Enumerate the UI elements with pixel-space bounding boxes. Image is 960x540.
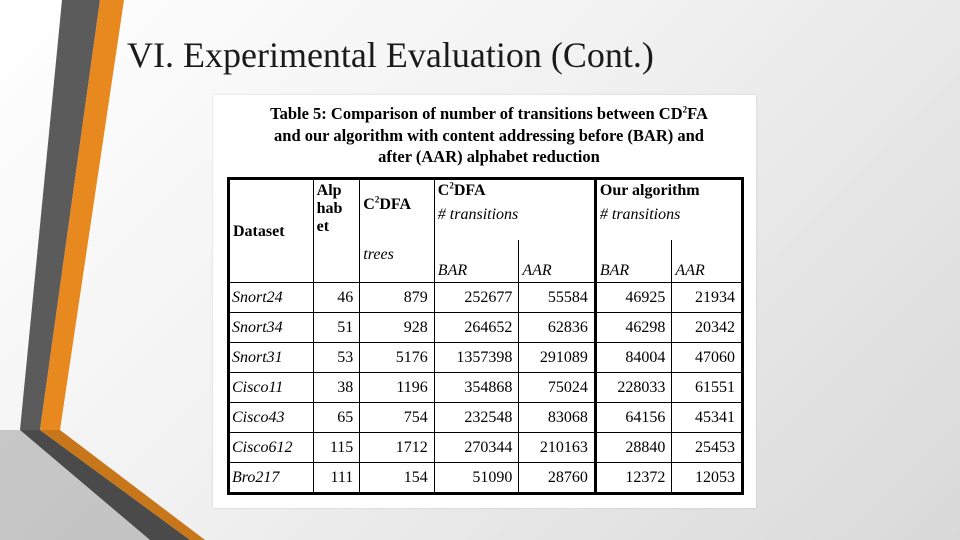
cell-dataset: Snort31 bbox=[229, 343, 314, 373]
cell-dataset: Cisco43 bbox=[229, 403, 314, 433]
cell-c2-bar: 270344 bbox=[434, 433, 519, 463]
cell-dataset: Cisco11 bbox=[229, 373, 314, 403]
header-ours-transitions: # transitions bbox=[599, 206, 681, 223]
cell-alphabet: 51 bbox=[313, 313, 360, 343]
cell-our-aar: 45341 bbox=[672, 403, 743, 433]
slide-title: VI. Experimental Evaluation (Cont.) bbox=[127, 35, 654, 75]
cell-our-bar: 12372 bbox=[595, 463, 672, 494]
cell-c2-bar: 252677 bbox=[434, 283, 519, 313]
table-caption bbox=[231, 103, 747, 168]
header-c2dfa-sup: 2 bbox=[449, 180, 454, 191]
cell-c2-bar: 1357398 bbox=[434, 343, 519, 373]
header-bar-c2dfa: BAR bbox=[434, 240, 519, 283]
table-row bbox=[229, 373, 743, 403]
caption-line1-sup: 2 bbox=[682, 104, 688, 115]
cell-trees: 1196 bbox=[360, 373, 435, 403]
cell-c2-bar: 354868 bbox=[434, 373, 519, 403]
table-header-row bbox=[229, 179, 743, 241]
cell-our-bar: 84004 bbox=[595, 343, 672, 373]
cell-dataset: Snort24 bbox=[229, 283, 314, 313]
cell-our-aar: 20342 bbox=[672, 313, 743, 343]
cell-c2-aar: 210163 bbox=[519, 433, 596, 463]
header-c2dfa-trees-sup: 2 bbox=[374, 194, 380, 205]
cell-dataset: Cisco612 bbox=[229, 433, 314, 463]
header-c2dfa-pre: C bbox=[437, 182, 450, 199]
caption-line1-pre: Table 5: Comparison of number of transitions between CD bbox=[270, 104, 683, 123]
header-bar-ours: BAR bbox=[595, 240, 672, 283]
cell-c2-aar: 62836 bbox=[519, 313, 596, 343]
cell-c2-bar: 232548 bbox=[434, 403, 519, 433]
table-row bbox=[229, 433, 743, 463]
cell-c2-bar: 51090 bbox=[434, 463, 519, 494]
cell-our-bar: 46298 bbox=[595, 313, 672, 343]
cell-our-aar: 25453 bbox=[672, 433, 743, 463]
table-row bbox=[229, 463, 743, 494]
cell-c2-aar: 28760 bbox=[519, 463, 596, 494]
header-ours-group bbox=[595, 179, 742, 241]
cell-alphabet: 38 bbox=[313, 373, 360, 403]
cell-alphabet: 111 bbox=[313, 463, 360, 494]
cell-our-aar: 12053 bbox=[672, 463, 743, 494]
caption-line1-post: FA bbox=[687, 104, 708, 123]
header-c2dfa-group bbox=[434, 179, 595, 241]
cell-trees: 154 bbox=[360, 463, 435, 494]
cell-c2-bar: 264652 bbox=[434, 313, 519, 343]
header-alphabet-line2: hab bbox=[316, 200, 343, 217]
header-aar-ours: AAR bbox=[672, 240, 743, 283]
cell-our-aar: 21934 bbox=[672, 283, 743, 313]
cell-alphabet: 53 bbox=[313, 343, 360, 373]
header-alphabet bbox=[313, 179, 360, 283]
cell-our-bar: 64156 bbox=[595, 403, 672, 433]
caption-line2: and our algorithm with content addressing before (BAR) and bbox=[274, 125, 704, 145]
cell-alphabet: 46 bbox=[313, 283, 360, 313]
cell-trees: 5176 bbox=[360, 343, 435, 373]
cell-alphabet: 115 bbox=[313, 433, 360, 463]
header-alphabet-line1: Alp bbox=[316, 182, 342, 199]
cell-trees: 1712 bbox=[360, 433, 435, 463]
cell-our-bar: 228033 bbox=[595, 373, 672, 403]
table-row bbox=[229, 403, 743, 433]
cell-trees: 879 bbox=[360, 283, 435, 313]
cell-our-bar: 46925 bbox=[595, 283, 672, 313]
table-row bbox=[229, 343, 743, 373]
cell-our-aar: 47060 bbox=[672, 343, 743, 373]
table-figure bbox=[213, 95, 756, 508]
table-row bbox=[229, 313, 743, 343]
header-c2dfa-trees-pre: C bbox=[363, 196, 375, 213]
cell-dataset: Snort34 bbox=[229, 313, 314, 343]
cell-trees: 754 bbox=[360, 403, 435, 433]
header-c2dfa-trees bbox=[360, 179, 435, 283]
cell-alphabet: 65 bbox=[313, 403, 360, 433]
cell-c2-aar: 75024 bbox=[519, 373, 596, 403]
header-alphabet-line3: et bbox=[316, 218, 330, 235]
cell-our-aar: 61551 bbox=[672, 373, 743, 403]
header-ours: Our algorithm bbox=[599, 182, 700, 199]
header-dataset: Dataset bbox=[229, 179, 314, 283]
header-c2dfa-trees-post: DFA bbox=[379, 196, 412, 213]
table-row bbox=[229, 283, 743, 313]
comparison-table bbox=[227, 177, 744, 495]
cell-c2-aar: 83068 bbox=[519, 403, 596, 433]
cell-trees: 928 bbox=[360, 313, 435, 343]
header-c2dfa-post: DFA bbox=[453, 182, 486, 199]
header-trees: trees bbox=[363, 246, 394, 263]
cell-our-bar: 28840 bbox=[595, 433, 672, 463]
caption-line3: after (AAR) alphabet reduction bbox=[378, 147, 600, 166]
cell-c2-aar: 55584 bbox=[519, 283, 596, 313]
header-c2dfa-transitions: # transitions bbox=[437, 206, 519, 223]
cell-dataset: Bro217 bbox=[229, 463, 314, 494]
header-aar-c2dfa: AAR bbox=[519, 240, 596, 283]
cell-c2-aar: 291089 bbox=[519, 343, 596, 373]
